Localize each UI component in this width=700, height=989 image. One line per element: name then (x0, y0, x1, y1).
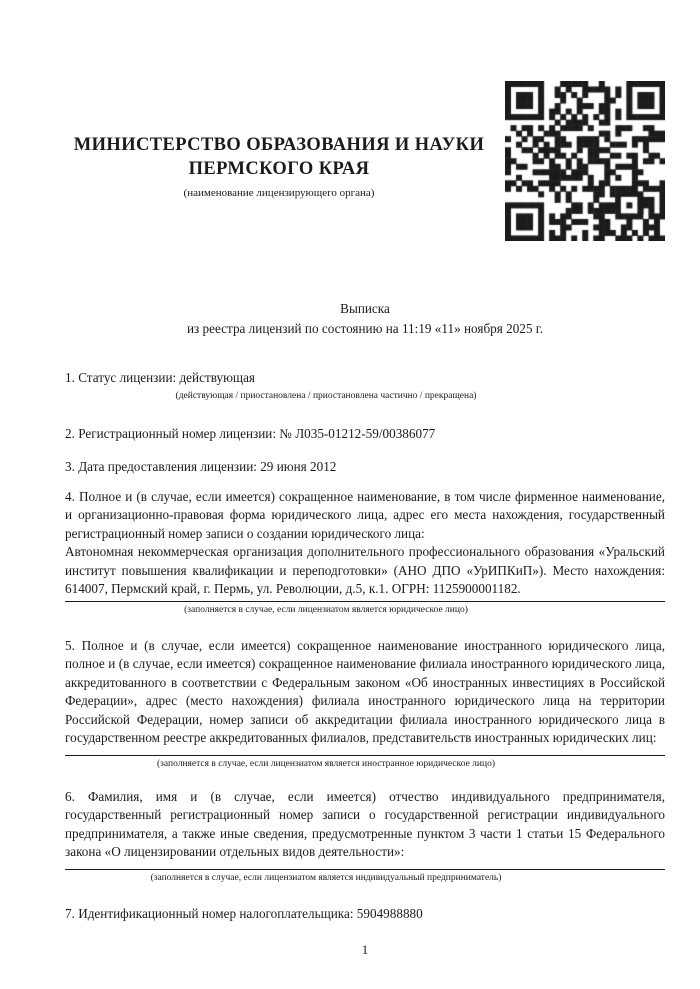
ministry-name-line1: МИНИСТЕРСТВО ОБРАЗОВАНИЯ И НАУКИ (73, 135, 485, 155)
entrepreneur-caption: (заполняется в случае, если лицензиатом является индивидуальный предприниматель) (150, 872, 502, 883)
legal-entity-question: 4. Полное и (в случае, если имеется) сокращенное наименование, в том числе фирменное наименование, и организационно-правовая форма юридического лица, адрес его места нахождения, государственный регистрационный номер записи о создании юридического лица: (65, 488, 665, 541)
foreign-entity-caption: (заполняется в случае, если лицензиатом является иностранное юридическое лицо) (157, 758, 495, 769)
title-line: Выписка (340, 301, 390, 316)
document-title (65, 299, 665, 339)
legal-entity-value: Автономная некоммерческая организация дополнительного профессионального образования «Уральский институт повышения квалификации и переподготовки» (АНО ДПО «УрИПКиП»). Место нахождения: 614007, Пермский край, г. Пермь, ул. Революции, д.5, к.1. ОГРН: 1125900001182. (65, 544, 665, 596)
status-options-caption: (действующая / приостановлена / приостановлена частично / прекращена) (175, 390, 477, 401)
page-number: 1 (361, 942, 369, 957)
document-header (65, 81, 665, 241)
license-status-line: 1. Статус лицензии: действующая (65, 370, 256, 385)
licensing-authority-caption: (наименование лицензирующего органа) (183, 187, 375, 199)
entrepreneur-question: 6. Фамилия, имя и (в случае, если имеется) отчество индивидуального предпринимателя, государственный регистрационный номер записи о государственной регистрации индивидуального предпринимателя, а также иные сведения, предусмотренные пунктом 3 части 1 статьи 15 Федерального закона «О лицензировании отдельных видов деятельности»: (65, 788, 665, 859)
grant-date-line: 3. Дата предоставления лицензии: 29 июня 2012 (65, 459, 337, 474)
qr-code-canvas (505, 81, 665, 241)
registration-number-line: 2. Регистрационный номер лицензии: № Л035-01212-59/00386077 (65, 425, 436, 441)
legal-entity-caption: (заполняется в случае, если лицензиатом является юридическое лицо) (184, 604, 468, 615)
entrepreneur-blank-field (65, 862, 665, 870)
title-date-line: из реестра лицензий по состоянию на 11:19 «11» ноября 2025 г. (186, 321, 544, 336)
inn-line: 7. Идентификационный номер налогоплательщика: 5904988880 (65, 905, 423, 921)
qr-code-icon (505, 81, 665, 241)
legal-entity-underline (65, 601, 665, 602)
ministry-name-line2: ПЕРМСКОГО КРАЯ (188, 159, 370, 179)
foreign-entity-question: 5. Полное и (в случае, если имеется) сокращенное наименование иностранного юридического лица, полное и (в случае, если имеется) сокращенное наименование филиала иностранного юридического лица, аккредитованного в соответствии с Федеральным законом «Об иностранных инвестициях в Российской Федерации», адрес (место нахождения) филиала иностранного юридического лица на территории Российской Федерации, номер записи об аккредитации филиала иностранного юридического лица в государственном реестре аккредитованных филиалов, представительств иностранных юридических лиц: (65, 637, 665, 745)
foreign-entity-blank-field (65, 748, 665, 756)
licensing-authority-block (65, 133, 505, 200)
